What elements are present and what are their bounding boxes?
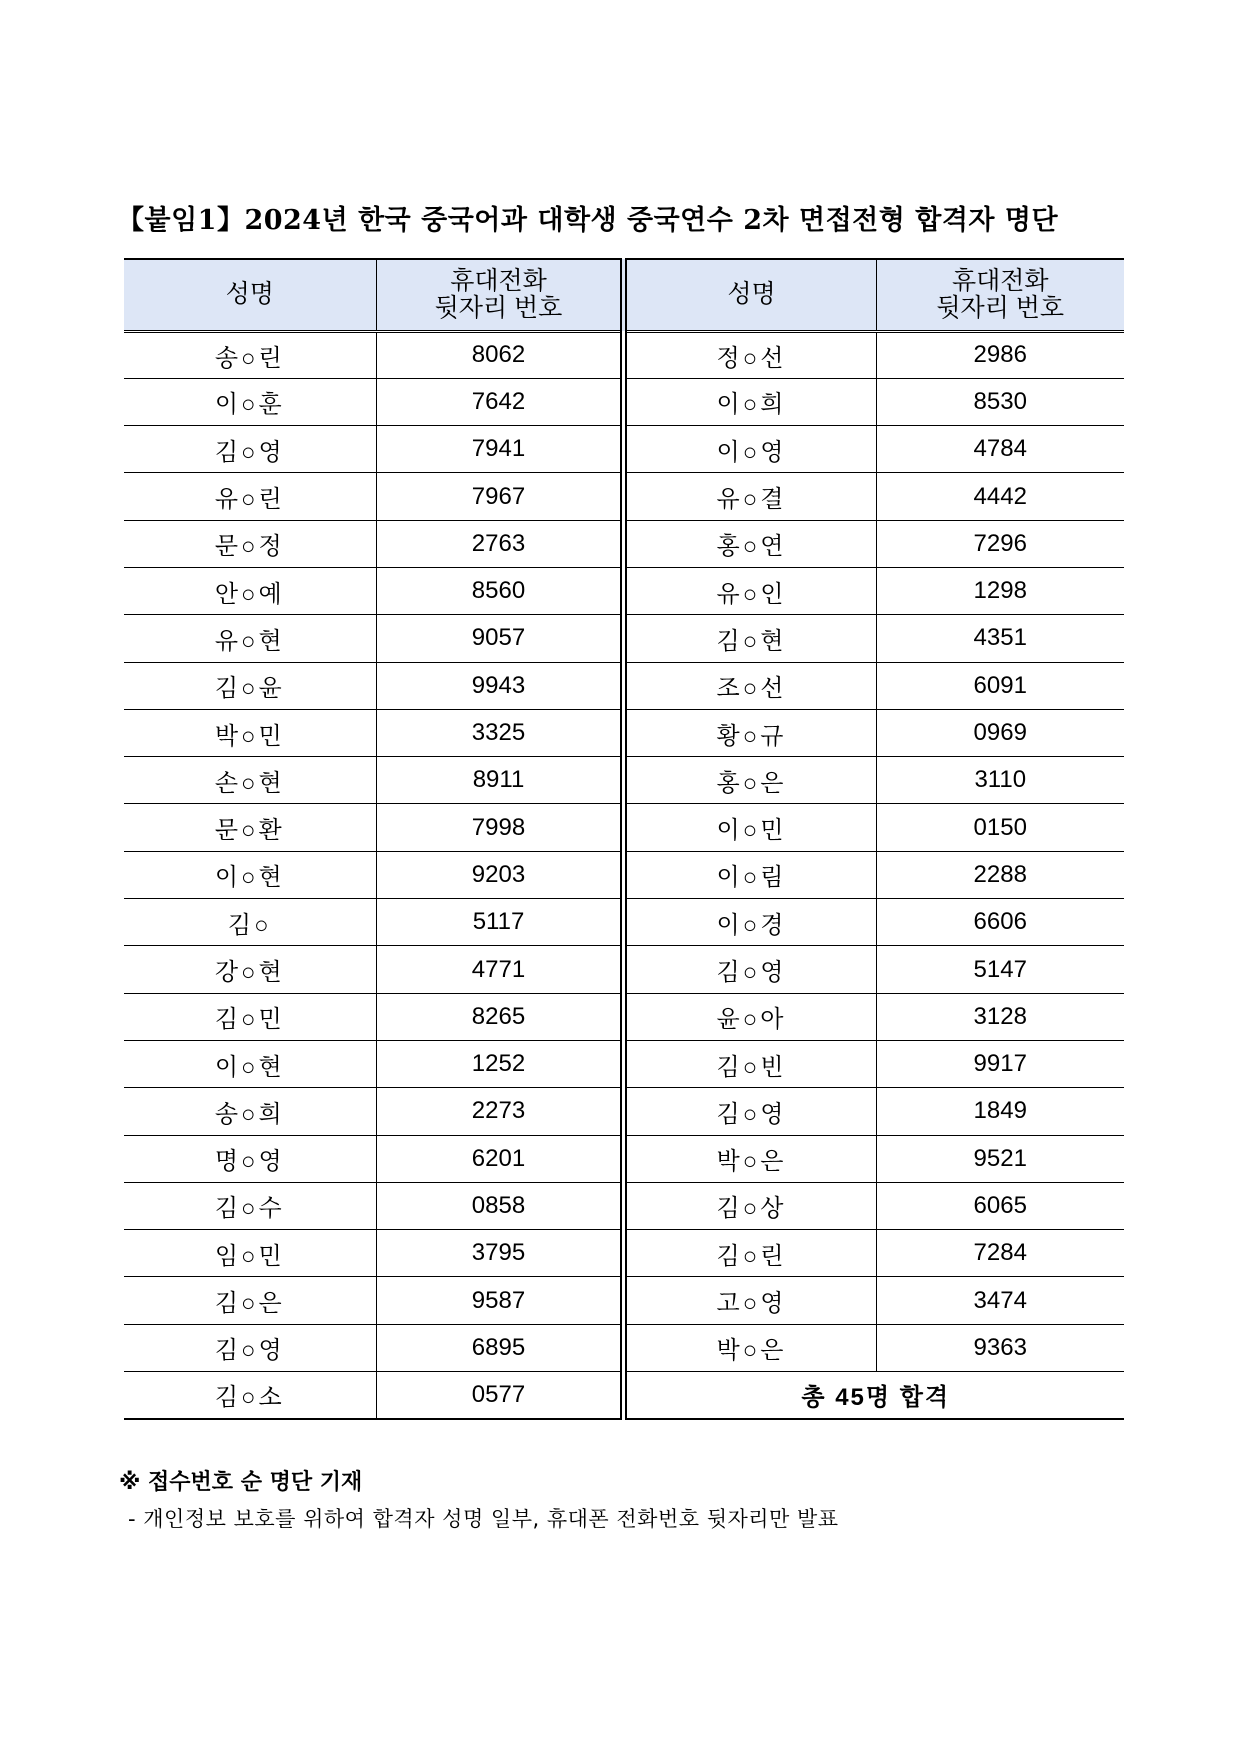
right-name-cell: 김○린 [624, 1230, 876, 1277]
left-phone-cell: 7642 [376, 378, 624, 425]
left-phone-cell: 5117 [376, 899, 624, 946]
table-row [124, 946, 1124, 993]
left-phone-cell: 9057 [376, 615, 624, 662]
left-name-cell: 유○현 [124, 615, 376, 662]
right-name-cell: 고○영 [624, 1277, 876, 1324]
left-name-cell: 이○현 [124, 1040, 376, 1087]
right-name-cell: 김○영 [624, 946, 876, 993]
right-name-cell: 김○빈 [624, 1040, 876, 1087]
left-name-cell: 송○린 [124, 331, 376, 378]
right-phone-cell: 0969 [876, 709, 1124, 756]
right-name-cell: 유○인 [624, 567, 876, 614]
table-row [124, 709, 1124, 756]
right-phone-cell: 0150 [876, 804, 1124, 851]
right-phone-cell: 3110 [876, 757, 1124, 804]
table-row [124, 1182, 1124, 1229]
document-title: 【붙임1】2024년 한국 중국어과 대학생 중국연수 2차 면접전형 합격자 명단 [117, 205, 1059, 236]
note-privacy: - 개인정보 보호를 위하여 합격자 성명 일부, 휴대폰 전화번호 뒷자리만 발표 [128, 1507, 839, 1531]
left-phone-cell: 8911 [376, 757, 624, 804]
left-phone-cell: 6895 [376, 1324, 624, 1371]
left-phone-cell: 2273 [376, 1088, 624, 1135]
right-phone-cell: 7284 [876, 1230, 1124, 1277]
table-row [124, 993, 1124, 1040]
right-phone-cell: 3128 [876, 993, 1124, 1040]
right-phone-cell: 2288 [876, 851, 1124, 898]
right-phone-cell: 4784 [876, 426, 1124, 473]
left-name-cell: 김○영 [124, 1324, 376, 1371]
header-phone-left [376, 259, 624, 331]
right-phone-cell: 3474 [876, 1277, 1124, 1324]
left-name-cell: 문○정 [124, 520, 376, 567]
table-row [124, 1040, 1124, 1087]
right-phone-cell: 9917 [876, 1040, 1124, 1087]
left-name-cell: 유○린 [124, 473, 376, 520]
right-name-cell: 이○민 [624, 804, 876, 851]
left-name-cell: 김○수 [124, 1182, 376, 1229]
left-phone-cell: 9943 [376, 662, 624, 709]
left-name-cell: 송○희 [124, 1088, 376, 1135]
left-name-cell: 강○현 [124, 946, 376, 993]
header-phone-line1: 휴대전화 [450, 266, 547, 295]
left-name-cell: 문○환 [124, 804, 376, 851]
right-name-cell: 조○선 [624, 662, 876, 709]
table-row [124, 520, 1124, 567]
left-name-cell: 명○영 [124, 1135, 376, 1182]
right-name-cell: 이○영 [624, 426, 876, 473]
right-name-cell: 이○림 [624, 851, 876, 898]
left-phone-cell: 8062 [376, 331, 624, 378]
right-phone-cell: 1849 [876, 1088, 1124, 1135]
table-body [124, 331, 1124, 1419]
right-phone-cell: 6606 [876, 899, 1124, 946]
table-row [124, 331, 1124, 378]
left-phone-cell: 4771 [376, 946, 624, 993]
left-name-cell: 이○현 [124, 851, 376, 898]
left-phone-cell: 9203 [376, 851, 624, 898]
left-name-cell: 손○현 [124, 757, 376, 804]
right-phone-cell: 1298 [876, 567, 1124, 614]
header-name-right: 성명 [624, 259, 876, 331]
table-row [124, 473, 1124, 520]
table-row [124, 1324, 1124, 1371]
left-phone-cell: 0858 [376, 1182, 624, 1229]
right-name-cell: 이○희 [624, 378, 876, 425]
right-name-cell: 유○결 [624, 473, 876, 520]
header-phone-line2: 뒷자리 번호 [936, 293, 1065, 322]
left-phone-cell: 8265 [376, 993, 624, 1040]
left-phone-cell: 7941 [376, 426, 624, 473]
left-name-cell: 김○소 [124, 1372, 376, 1419]
left-phone-cell: 2763 [376, 520, 624, 567]
table-row [124, 1230, 1124, 1277]
left-name-cell: 김○윤 [124, 662, 376, 709]
right-phone-cell: 4442 [876, 473, 1124, 520]
left-phone-cell: 3795 [376, 1230, 624, 1277]
right-name-cell: 홍○은 [624, 757, 876, 804]
left-name-cell: 김○은 [124, 1277, 376, 1324]
table-row [124, 1135, 1124, 1182]
right-phone-cell: 6091 [876, 662, 1124, 709]
table-row [124, 1372, 1124, 1419]
right-phone-cell: 6065 [876, 1182, 1124, 1229]
left-phone-cell: 1252 [376, 1040, 624, 1087]
table-row [124, 804, 1124, 851]
table-row [124, 1277, 1124, 1324]
right-phone-cell: 8530 [876, 378, 1124, 425]
right-name-cell: 박○은 [624, 1135, 876, 1182]
left-name-cell: 김○ [124, 899, 376, 946]
left-phone-cell: 8560 [376, 567, 624, 614]
table-row [124, 757, 1124, 804]
header-phone-line2: 뒷자리 번호 [434, 293, 563, 322]
left-phone-cell: 3325 [376, 709, 624, 756]
left-name-cell: 임○민 [124, 1230, 376, 1277]
right-name-cell: 김○상 [624, 1182, 876, 1229]
right-phone-cell: 7296 [876, 520, 1124, 567]
right-name-cell: 김○현 [624, 615, 876, 662]
right-phone-cell: 4351 [876, 615, 1124, 662]
left-name-cell: 이○훈 [124, 378, 376, 425]
left-phone-cell: 7998 [376, 804, 624, 851]
right-phone-cell: 2986 [876, 331, 1124, 378]
table-row [124, 1088, 1124, 1135]
applicant-table [124, 258, 1124, 1420]
table-row [124, 426, 1124, 473]
header-phone-line1: 휴대전화 [951, 266, 1049, 295]
table-row [124, 567, 1124, 614]
table-row [124, 851, 1124, 898]
table-row [124, 662, 1124, 709]
table-header-row [124, 259, 1124, 331]
table-row [124, 615, 1124, 662]
right-name-cell: 황○규 [624, 709, 876, 756]
left-phone-cell: 7967 [376, 473, 624, 520]
right-name-cell: 정○선 [624, 331, 876, 378]
left-name-cell: 안○예 [124, 567, 376, 614]
left-name-cell: 김○민 [124, 993, 376, 1040]
left-phone-cell: 9587 [376, 1277, 624, 1324]
right-name-cell: 윤○아 [624, 993, 876, 1040]
table-row [124, 378, 1124, 425]
right-name-cell: 박○은 [624, 1324, 876, 1371]
left-name-cell: 박○민 [124, 709, 376, 756]
left-phone-cell: 6201 [376, 1135, 624, 1182]
total-passed-cell: 총 45명 합격 [624, 1372, 1124, 1419]
right-name-cell: 홍○연 [624, 520, 876, 567]
header-phone-right [876, 259, 1124, 331]
left-phone-cell: 0577 [376, 1372, 624, 1419]
left-name-cell: 김○영 [124, 426, 376, 473]
right-phone-cell: 5147 [876, 946, 1124, 993]
right-phone-cell: 9363 [876, 1324, 1124, 1371]
header-name-left: 성명 [124, 259, 376, 331]
right-name-cell: 김○영 [624, 1088, 876, 1135]
right-phone-cell: 9521 [876, 1135, 1124, 1182]
right-name-cell: 이○경 [624, 899, 876, 946]
table-row [124, 899, 1124, 946]
note-order: ※ 접수번호 순 명단 기재 [119, 1470, 363, 1495]
